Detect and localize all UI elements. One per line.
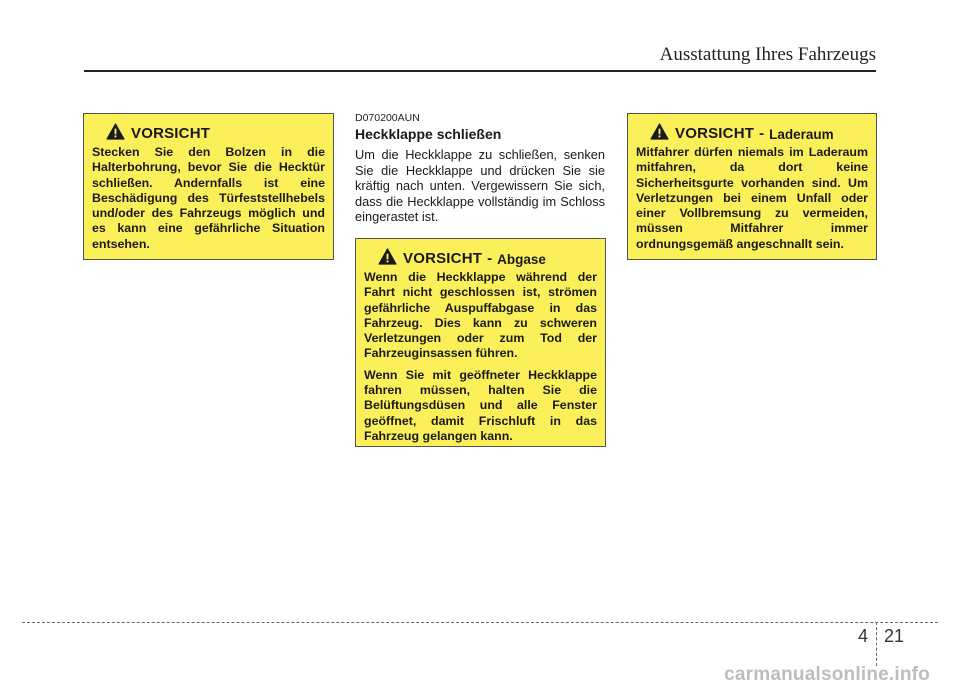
warning-subtitle: Laderaum — [769, 127, 834, 142]
warning-box-abgase — [355, 238, 606, 447]
section-code: D070200AUN — [355, 112, 420, 124]
page-number: 21 — [884, 626, 905, 646]
warning-text: Stecken Sie den Bolzen in die Halterbohrung, bevor Sie die Hecktür schließen. Andernfalls ist eine Beschädigung des Türfeststellhebels und/oder des Fahrzeugs möglich und es kann eine gefährliche Situation entsehen. — [92, 145, 325, 251]
warning-triangle-icon — [650, 123, 669, 140]
section-title: Heckklappe schließen — [355, 126, 502, 142]
warning-header — [364, 248, 597, 267]
page-number-separator — [876, 622, 877, 666]
watermark: carmanualsonline.info — [724, 664, 930, 685]
warning-dash: - — [487, 250, 493, 267]
warning-label: VORSICHT — [403, 250, 483, 267]
warning-text-1: Wenn die Heckklappe während der Fahrt nicht geschlossen ist, strömen gefährliche Auspuffabgase in das Fahrzeug. Dies kann zu schweren Verletzungen oder zum Tod der Fahrzeuginsassen führen. — [364, 270, 597, 361]
warning-text-2: Wenn Sie mit geöffneter Heckklappe fahren müssen, halten Sie die Belüftungsdüsen und alle Fenster geöffnet, damit Frischluft in das Fahrzeug gelangen kann. — [364, 367, 597, 443]
warning-triangle-icon — [106, 123, 125, 140]
footer-divider — [22, 622, 938, 623]
warning-dash: - — [759, 125, 765, 142]
chapter-number: 4 — [858, 626, 869, 646]
warning-text: Mitfahrer dürfen niemals im Laderaum mitfahren, da dort keine Sicherheitsgurte vorhanden sind. Um Verletzungen bei einem Unfall oder einer Vollbremsung zu vermeiden, müssen Mitfahrer immer ordnungsgemäß angeschnallt sein. — [636, 145, 868, 251]
warning-subtitle: Abgase — [497, 252, 546, 267]
warning-triangle-icon — [378, 248, 397, 265]
warning-header — [636, 123, 868, 142]
warning-label: VORSICHT — [675, 125, 755, 142]
warning-label: VORSICHT — [131, 125, 211, 142]
page-header-title: Ausstattung Ihres Fahrzeugs — [659, 44, 876, 65]
warning-box-laderaum — [627, 113, 877, 260]
header-rule — [84, 70, 876, 72]
section-body-text: Um die Heckklappe zu schließen, senken Sie die Heckklappe und drücken Sie sie kräftig nach unten. Vergewissern Sie sich, dass die Heckklappe vollständig im Schloss eingerastet ist. — [355, 147, 605, 225]
warning-header — [92, 123, 325, 142]
warning-box-bolzen — [83, 113, 334, 260]
